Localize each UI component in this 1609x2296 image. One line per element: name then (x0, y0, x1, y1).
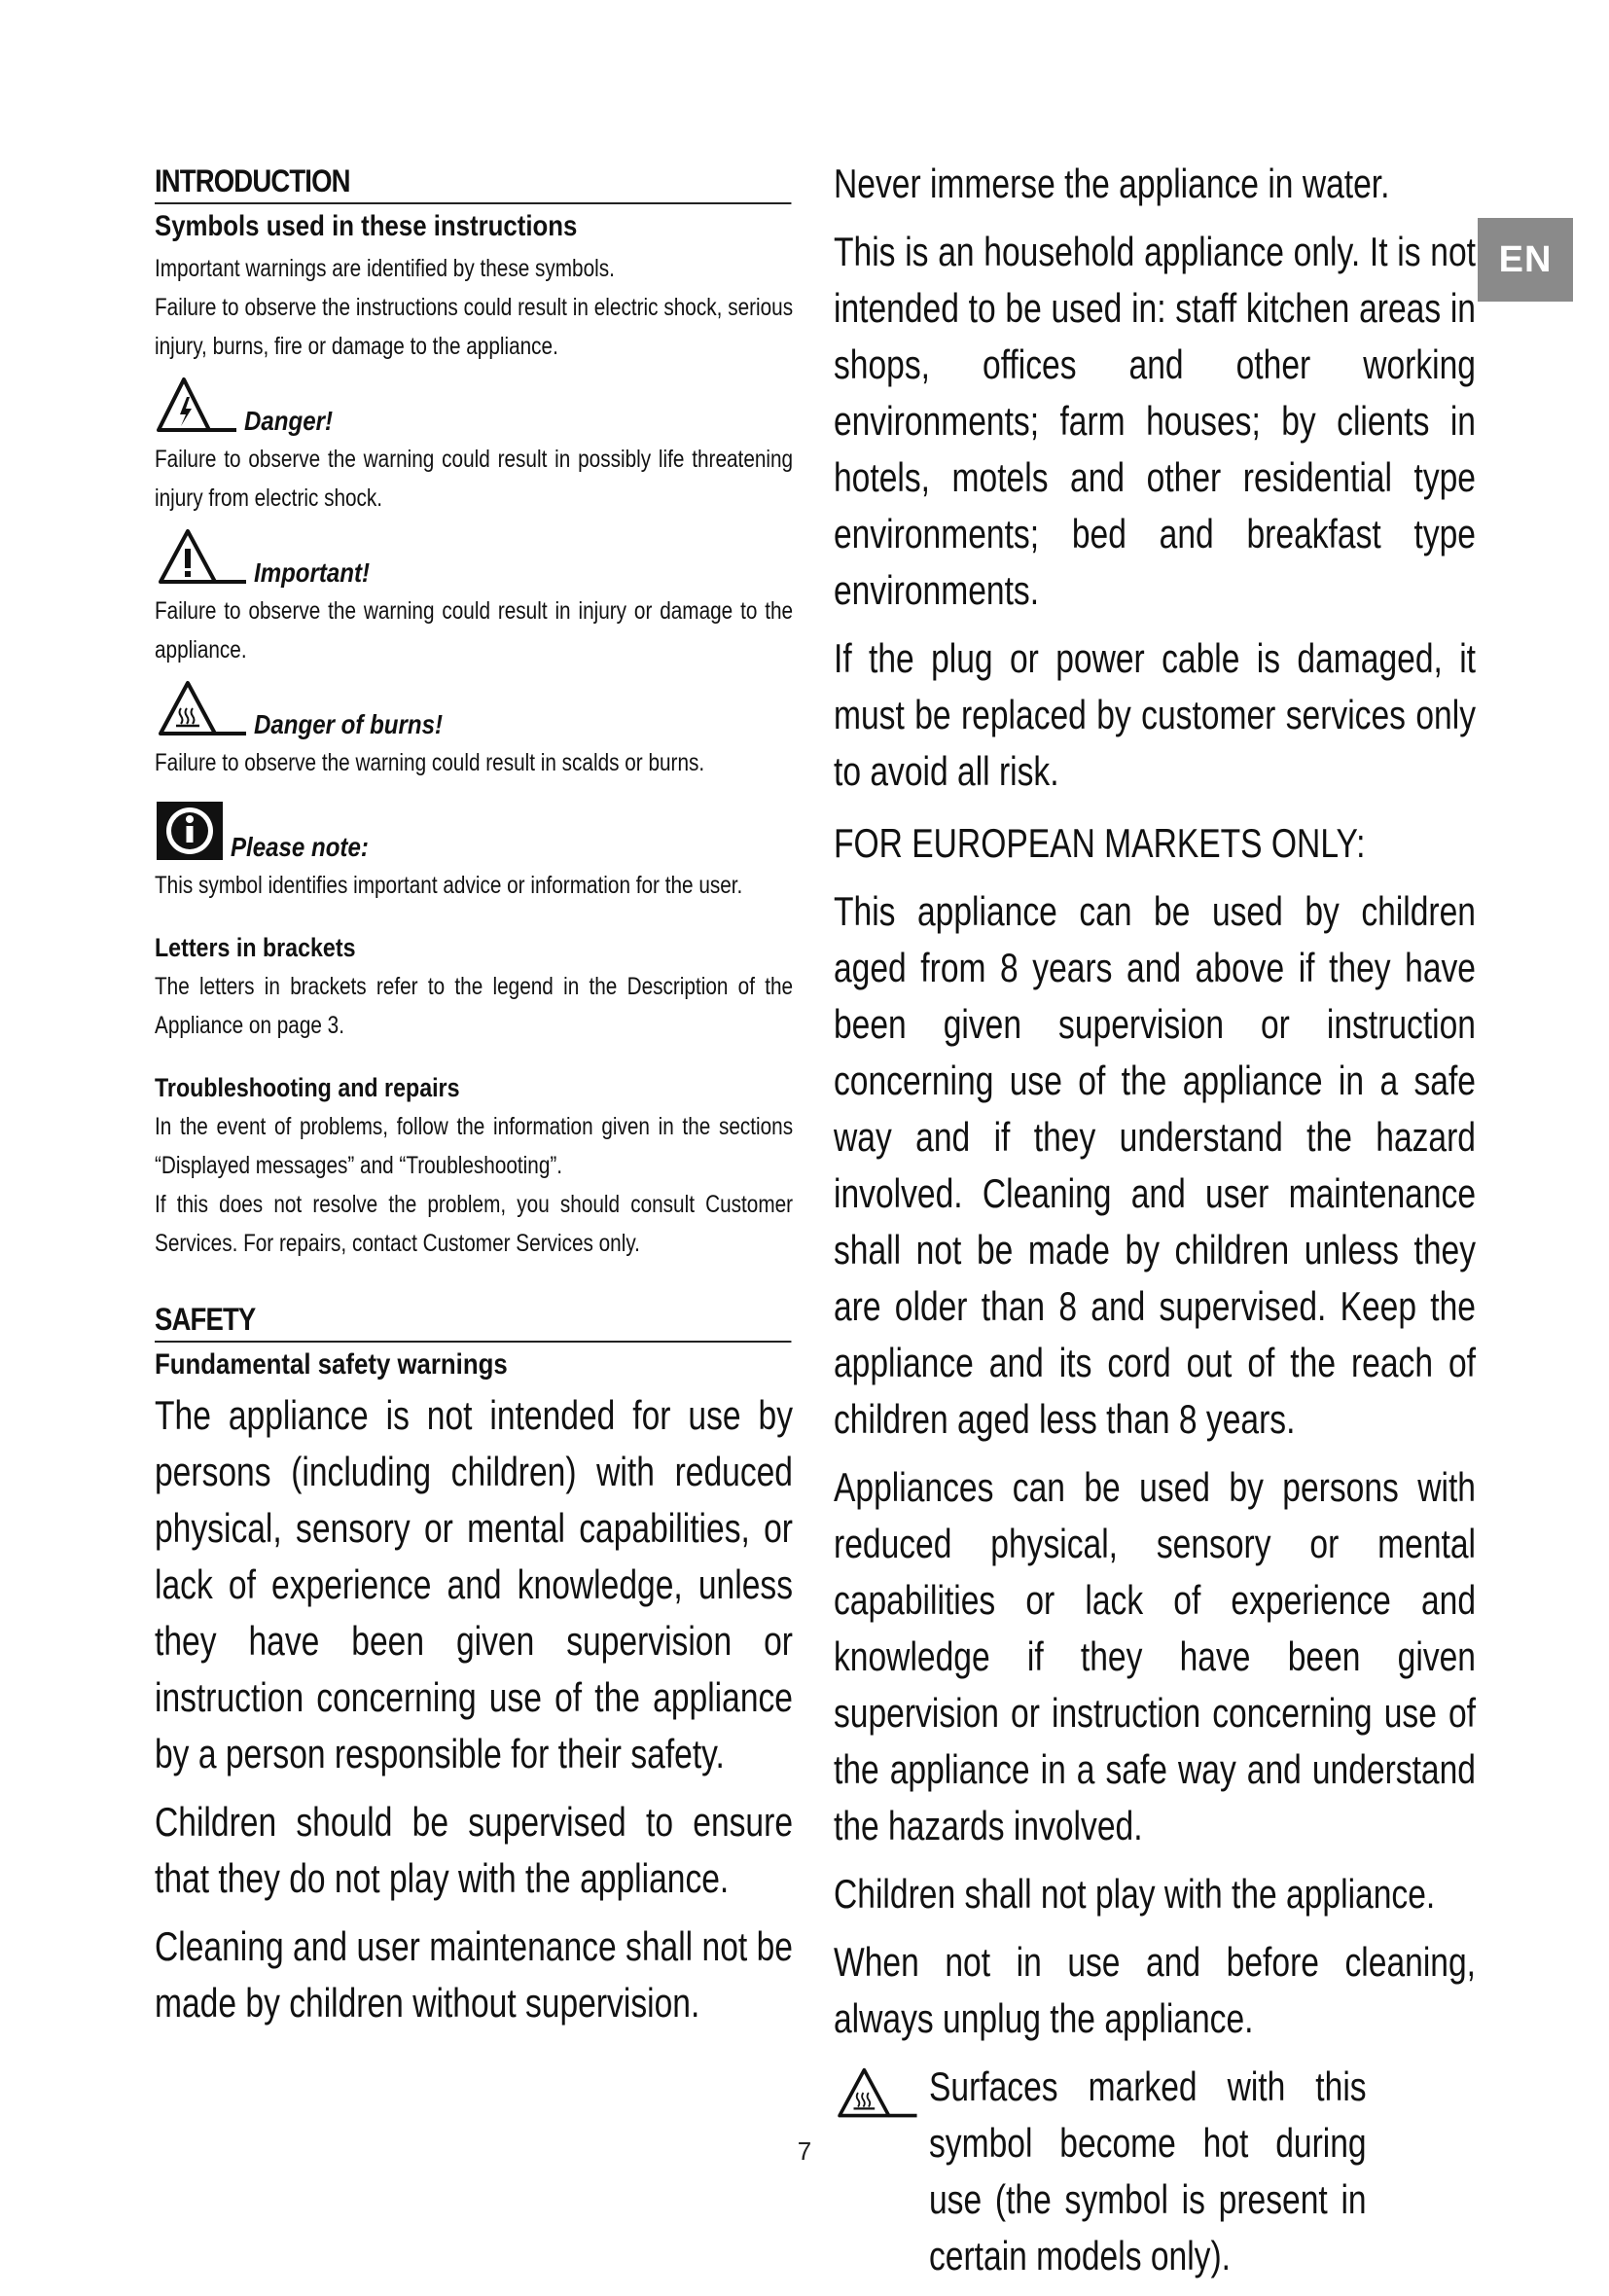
page-number: 7 (797, 2136, 812, 2166)
warning-exclamation-icon (155, 527, 248, 588)
european-markets-heading: FOR EUROPEAN MARKETS ONLY: (834, 820, 1366, 866)
symbols-heading: Symbols used in these instructions (155, 210, 578, 242)
symbols-text-2: Failure to observe the instructions could result in electric shock, serious injury, burns, fire or damage to the appliance. (155, 294, 794, 360)
left-column (155, 163, 793, 2043)
right-paragraph-7: When not in use and before cleaning, always unplug the appliance. (834, 1939, 1476, 2041)
safety-paragraph-2: Children should be supervised to ensure that they do not play with the appliance. (155, 1799, 793, 1901)
electric-danger-icon (155, 376, 238, 436)
right-paragraph-2: This is an household appliance only. It is not intended to be used in: staff kitchen areas in shops, offices and other working environments; farm houses; by clients in hotels, motels and other residential type environments; bed and breakfast type environments. (834, 229, 1476, 613)
burns-label: Danger of burns! (254, 709, 443, 739)
right-paragraph-8: Surfaces marked with this symbol become hot during use (the symbol is present in certain models only). (929, 2063, 1367, 2278)
letters-heading: Letters in brackets (155, 933, 356, 962)
safety-heading: SAFETY (155, 1302, 791, 1343)
important-label: Important! (254, 557, 371, 588)
burns-text: Failure to observe the warning could result in scalds or burns. (155, 749, 705, 776)
note-label: Please note: (231, 832, 369, 862)
note-text: This symbol identifies important advice or information for the user. (155, 872, 743, 899)
safety-paragraph-1: The appliance is not intended for use by persons (including children) with reduced physical, sensory or mental capabilities, or lack of experience and knowledge, unless they have been given supervision or instruction concerning use of the appliance by a person responsible for their safety. (155, 1392, 793, 1776)
important-text: Failure to observe the warning could result in injury or damage to the appliance. (155, 597, 794, 664)
info-icon (155, 800, 225, 862)
danger-text: Failure to observe the warning could result in possibly life threatening injury from electric shock. (155, 446, 794, 512)
danger-label: Danger! (244, 406, 333, 436)
right-column (834, 163, 1476, 2296)
right-paragraph-3: If the plug or power cable is damaged, it must be replaced by customer services only to avoid all risk. (834, 635, 1476, 794)
troubleshooting-heading: Troubleshooting and repairs (155, 1073, 460, 1102)
important-symbol-row (155, 531, 793, 588)
fundamental-safety-heading: Fundamental safety warnings (155, 1348, 508, 1381)
note-symbol-row (155, 800, 793, 862)
danger-symbol-row (155, 379, 793, 436)
troubleshooting-text-1: In the event of problems, follow the information given in the sections “Displayed messages” and “Troubleshooting”. (155, 1113, 794, 1179)
hot-surface-warning (834, 2059, 1476, 2296)
right-paragraph-4: This appliance can be used by children aged from 8 years and above if they have been given supervision or instruction concerning use of the appliance in a safe way and if they understand the hazard involved. Cleaning and user maintenance shall not be made by children unless they are older than 8 and supervised. Keep the appliance and its cord out of the reach of children aged less than 8 years. (834, 888, 1476, 1442)
right-paragraph-1: Never immerse the appliance in water. (834, 161, 1390, 206)
introduction-heading: INTRODUCTION (155, 163, 791, 204)
troubleshooting-text-2: If this does not resolve the problem, you should consult Customer Services. For repairs, contact Customer Services only. (155, 1191, 794, 1257)
right-paragraph-6: Children shall not play with the appliance. (834, 1871, 1436, 1917)
right-paragraph-5: Appliances can be used by persons with reduced physical, sensory or mental capabilities or lack of experience and knowledge if they have been given supervision or instruction concerning use of the appliance in a safe way and understand the hazards involved. (834, 1464, 1476, 1848)
hot-surface-icon (834, 2066, 919, 2121)
burns-symbol-row (155, 683, 793, 739)
symbols-text-1: Important warnings are identified by these symbols. (155, 255, 615, 282)
hot-surface-icon (155, 679, 248, 739)
language-tab[interactable]: EN (1478, 218, 1573, 302)
safety-paragraph-3: Cleaning and user maintenance shall not be made by children without supervision. (155, 1923, 793, 2026)
letters-text: The letters in brackets refer to the legend in the Description of the Appliance on page 3. (155, 973, 794, 1039)
